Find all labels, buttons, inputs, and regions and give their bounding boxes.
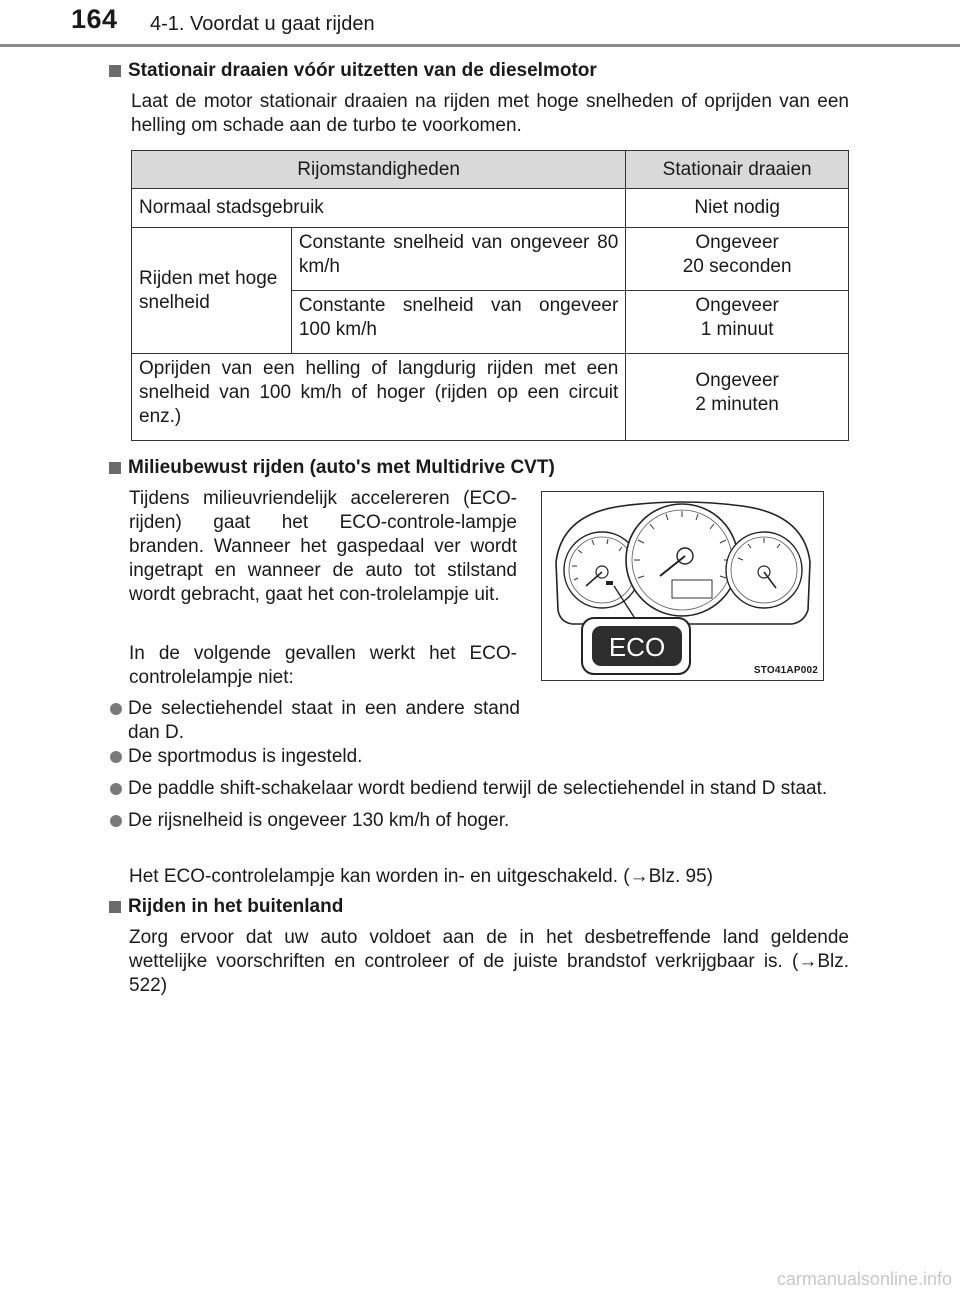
bullet-dot-icon xyxy=(110,783,122,795)
heading-idle-text: Stationair draaien vóór uitzetten van de dieselmotor xyxy=(128,60,597,81)
square-bullet-icon xyxy=(109,901,121,913)
list-item xyxy=(110,697,520,745)
header-rule xyxy=(0,44,960,47)
heading-abroad-text: Rijden in het buitenland xyxy=(128,896,344,917)
bullet-dot-icon xyxy=(110,751,122,763)
idle-value-line: 20 seconden xyxy=(682,256,792,277)
figure-code: STO41AP002 xyxy=(753,665,818,676)
table-cell-idle xyxy=(626,354,849,441)
heading-eco-text: Milieubewust rijden (auto's met Multidrive CVT) xyxy=(128,457,555,478)
table-header-idle: Stationair draaien xyxy=(626,151,849,189)
eco-paragraph-1: Tijdens milieuvriendelijk accelereren (ECO-rijden) gaat het ECO-controle-lampje branden. Wanneer het gaspedaal ver wordt ingetrapt en wanneer de auto tot stilstand wordt gebracht, gaat het con-trolelampje uit. xyxy=(129,488,517,605)
heading-idle xyxy=(109,60,597,82)
table-row xyxy=(132,228,849,291)
list-item-text: De selectiehendel staat in een andere stand dan D. xyxy=(128,698,520,743)
table-cell-condition: Constante snelheid van ongeveer 80 km/h xyxy=(291,228,625,291)
heading-abroad xyxy=(109,896,343,918)
table-header-row xyxy=(132,151,849,189)
table-cell-idle: Niet nodig xyxy=(626,189,849,228)
table-cell-high-speed: Rijden met hoge snelheid xyxy=(132,228,292,354)
list-item xyxy=(110,809,850,833)
page-header xyxy=(0,0,960,48)
square-bullet-icon xyxy=(109,65,121,77)
bullet-dot-icon xyxy=(110,703,122,715)
list-item-text: De sportmodus is ingesteld. xyxy=(128,746,363,767)
list-item xyxy=(110,777,850,801)
idle-value-line: 2 minuten xyxy=(695,394,779,415)
table-cell-idle xyxy=(626,291,849,354)
list-item xyxy=(110,745,850,769)
eco-paragraph-2: In de volgende gevallen werkt het ECO-controlelampje niet: xyxy=(129,643,517,688)
abroad-text: Zorg ervoor dat uw auto voldoet aan de in het desbetreffende land geldende wettelijke voorschriften en controleer of de juiste brandstof verkrijgbaar is. (→Blz. 522) xyxy=(129,927,849,996)
list-item-text: De paddle shift-schakelaar wordt bediend terwijl de selectiehendel in stand D staat. xyxy=(128,778,828,799)
watermark: carmanualsonline.info xyxy=(776,1269,952,1289)
table-cell-condition: Normaal stadsgebruik xyxy=(132,189,626,228)
section-title: 4-1. Voordat u gaat rijden xyxy=(150,13,375,35)
idle-value-line: Ongeveer xyxy=(695,295,779,316)
instrument-cluster-figure xyxy=(541,491,824,681)
table-cell-condition: Constante snelheid van ongeveer 100 km/h xyxy=(291,291,625,354)
table-cell-condition: Oprijden van een helling of langdurig rijden met een snelheid van 100 km/h of hoger (rijden op een circuit enz.) xyxy=(132,354,626,441)
eco-note: Het ECO-controlelampje kan worden in- en uitgeschakeld. (→Blz. 95) xyxy=(129,866,713,887)
idle-value-line: Ongeveer xyxy=(695,232,779,253)
eco-bullet-list-narrow xyxy=(110,697,520,745)
list-item-text: De rijsnelheid is ongeveer 130 km/h of hoger. xyxy=(128,810,510,831)
table-header-conditions: Rijomstandigheden xyxy=(132,151,626,189)
page-number: 164 xyxy=(71,4,118,34)
bullet-dot-icon xyxy=(110,815,122,827)
square-bullet-icon xyxy=(109,462,121,474)
idle-intro: Laat de motor stationair draaien na rijden met hoge snelheden of oprijden van een helling om schade aan de turbo te voorkomen. xyxy=(131,91,849,136)
eco-bullet-list xyxy=(110,745,850,833)
heading-eco xyxy=(109,457,555,479)
table-cell-idle xyxy=(626,228,849,291)
table-row xyxy=(132,189,849,228)
idle-table xyxy=(131,150,849,441)
instrument-cluster-icon xyxy=(542,492,823,680)
idle-value-line: Ongeveer xyxy=(695,370,779,391)
idle-value-line: 1 minuut xyxy=(700,319,774,340)
table-row xyxy=(132,354,849,441)
eco-label: ECO xyxy=(608,632,666,662)
